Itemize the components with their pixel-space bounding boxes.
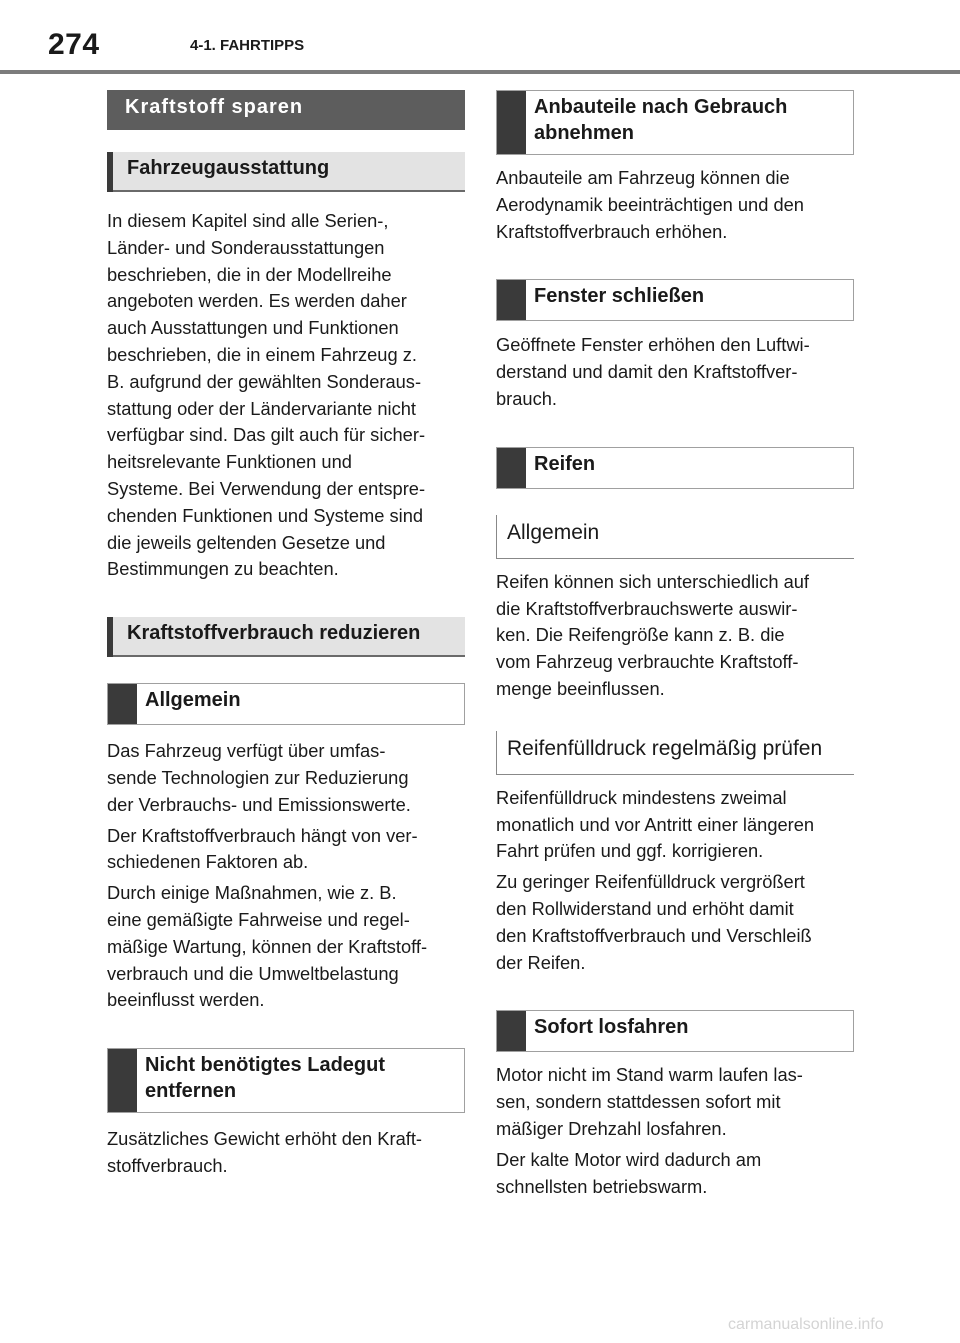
box-heading-sofort-losfahren xyxy=(496,1010,854,1052)
left-column xyxy=(107,90,465,1180)
paragraph-druck-2: Zu geringer Reifenfülldruck vergrößert den Rollwiderstand und erhöht damit den Kraftstoffverbrauch und Verschleiß der Reifen. xyxy=(496,871,812,973)
subheading-label: Fahrzeugausstattung xyxy=(127,157,330,179)
paragraph-allgemein-2: Der Kraftstoffverbrauch hängt von ver- schiedenen Faktoren ab. xyxy=(107,824,418,873)
right-column xyxy=(496,90,854,1200)
watermark: carmanualsonline.info xyxy=(728,1316,884,1333)
paragraph-fenster: Geöffnete Fenster erhöhen den Luftwi- derstand und damit den Kraftstoffver- brauch. xyxy=(496,334,810,409)
header-rule xyxy=(0,70,960,74)
box-heading-allgemein xyxy=(107,683,465,725)
box-heading-label: Allgemein xyxy=(145,689,241,712)
page-number: 274 xyxy=(48,28,100,61)
box-heading-bar xyxy=(108,684,137,724)
subheading-label: Kraftstoffverbrauch reduzieren xyxy=(127,622,421,645)
paragraph-sofort-1: Motor nicht im Stand warm laufen las- sen, sondern stattdessen sofort mit mäßiger Drehzahl losfahren. xyxy=(496,1064,803,1139)
section-heading-kraftstoff-sparen: Kraftstoff sparen xyxy=(107,90,465,130)
paragraph-anbauteile: Anbauteile am Fahrzeug können die Aerodynamik beeinträchtigen und den Kraftstoffverbrauch erhöhen. xyxy=(496,167,804,242)
box-heading-bar xyxy=(497,448,526,488)
page-header xyxy=(0,0,960,75)
box-heading-fenster xyxy=(496,279,854,321)
paragraph-druck-1: Reifenfülldruck mindestens zweimal monatlich und vor Antritt einer längeren Fahrt prüfen und ggf. korrigieren. xyxy=(496,786,815,862)
box-heading-anbauteile xyxy=(496,90,854,155)
subheading-fahrzeugausstattung xyxy=(107,152,465,192)
paragraph-sofort-2: Der kalte Motor wird dadurch am schnellsten betriebswarm. xyxy=(496,1148,762,1197)
box-heading-label: Nicht benötigtes Ladegut entfernen xyxy=(145,1054,385,1103)
box-heading-label: Sofort losfahren xyxy=(534,1016,689,1039)
paragraph-allgemein-3: Durch einige Maßnahmen, wie z. B. eine gemäßigte Fahrweise und regel- mäßige Wartung, können der Kraftstoff- verbrauch und die Umweltbelastung beeinflusst werden. xyxy=(107,882,428,1011)
box-heading-label: Fenster schließen xyxy=(534,285,705,308)
paragraph-ladegut: Zusätzliches Gewicht erhöht den Kraft- stoffverbrauch. xyxy=(107,1128,422,1176)
paragraph-allgemein-1: Das Fahrzeug verfügt über umfas- sende Technologien zur Reduzierung der Verbrauchs- und Emissionswerte. xyxy=(107,740,411,815)
box-heading-reifen xyxy=(496,447,854,489)
line-heading-reifenfuelldruck: Reifenfülldruck regelmäßig prüfen xyxy=(496,731,854,775)
chapter-title: 4-1. FAHRTIPPS xyxy=(190,37,305,54)
paragraph-fahrzeugausstattung: In diesem Kapitel sind alle Serien-, Länder- und Sonderausstattungen beschrieben, die in der Modellreihe angeboten werden. Es werden daher auch Ausstattungen und Funktionen beschrieben, die in einem Fahrzeug z. B. aufgrund der gewählten Sonderaus- stattung oder der Ländervariante nicht verfügbar sind. Das gilt auch für sicher- heitsrelevante Funktionen und Systeme. Bei Verwendung der entspre- chenden Funktionen und Systeme sind die jeweils geltenden Gesetze und Bestimmungen zu beachten. xyxy=(107,210,426,580)
box-heading-label: Anbauteile nach Gebrauch abnehmen xyxy=(534,96,788,144)
box-heading-ladegut xyxy=(107,1048,465,1113)
subheading-kraftstoffverbrauch-reduzieren xyxy=(107,617,465,657)
box-heading-bar xyxy=(108,1049,137,1112)
box-heading-bar xyxy=(497,91,526,154)
paragraph-reifen-allgemein: Reifen können sich unterschiedlich auf die Kraftstoffverbrauchswerte auswir- ken. Die Reifengröße kann z. B. die vom Fahrzeug verbrauchte Kraftstoff- menge beeinflussen. xyxy=(496,570,810,699)
line-heading-reifen-allgemein: Allgemein xyxy=(496,515,854,559)
box-heading-bar xyxy=(497,1011,526,1051)
box-heading-bar xyxy=(497,280,526,320)
box-heading-label: Reifen xyxy=(534,452,596,475)
